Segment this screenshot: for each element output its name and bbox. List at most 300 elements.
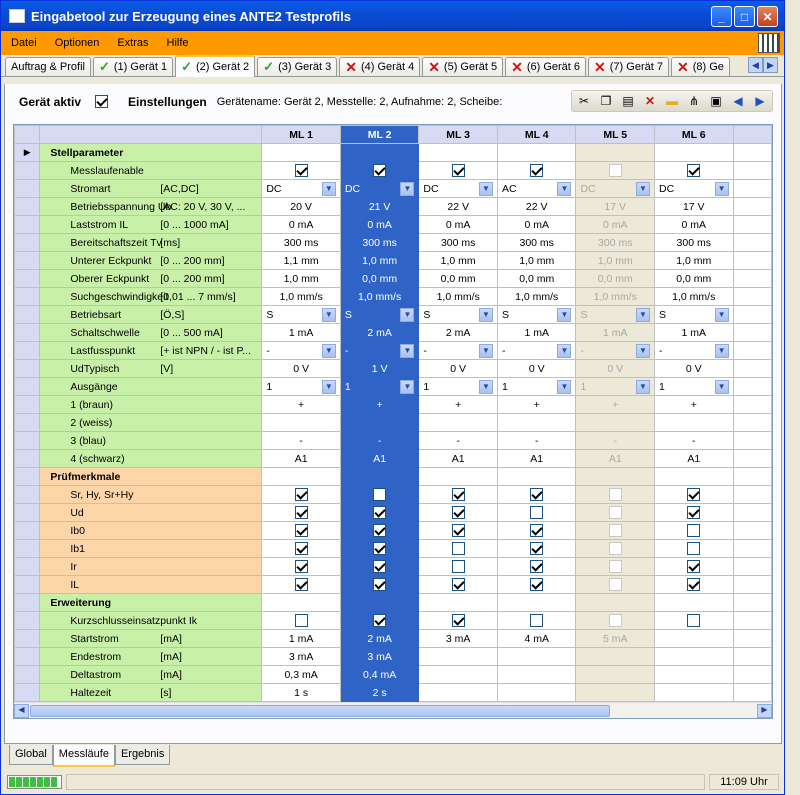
value-cell-ml6[interactable]: 0 V bbox=[655, 360, 734, 378]
checkbox[interactable] bbox=[295, 164, 308, 177]
chevron-down-icon[interactable]: ▼ bbox=[636, 308, 650, 322]
value-cell-ml5[interactable]: 0,0 mm bbox=[576, 270, 655, 288]
chevron-down-icon[interactable]: ▼ bbox=[322, 308, 336, 322]
checkbox[interactable] bbox=[373, 614, 386, 627]
value-cell-ml4[interactable]: 4 mA bbox=[497, 630, 576, 648]
value-cell-ml4[interactable]: 0 V bbox=[497, 360, 576, 378]
column-header-ml1[interactable]: ML 1 bbox=[262, 126, 341, 144]
value-cell-ml4[interactable] bbox=[497, 648, 576, 666]
value-cell-ml1[interactable]: 1 s bbox=[262, 684, 341, 702]
chevron-down-icon[interactable]: ▼ bbox=[400, 308, 414, 322]
value-cell-ml5[interactable] bbox=[576, 540, 655, 558]
checkbox[interactable] bbox=[373, 488, 386, 501]
folder-icon[interactable]: ▬ bbox=[666, 94, 678, 108]
chevron-down-icon[interactable]: ▼ bbox=[400, 344, 414, 358]
value-cell-ml4[interactable] bbox=[497, 666, 576, 684]
value-cell-ml1[interactable] bbox=[262, 522, 341, 540]
tab-scroll-right-icon[interactable]: ▶ bbox=[763, 57, 778, 73]
row-header[interactable] bbox=[15, 396, 40, 414]
tab-geraet-4[interactable] bbox=[339, 57, 420, 76]
checkbox[interactable] bbox=[530, 164, 543, 177]
value-cell-ml2[interactable]: 2 s bbox=[340, 684, 419, 702]
column-header-ml6[interactable]: ML 6 bbox=[655, 126, 734, 144]
checkbox[interactable] bbox=[452, 560, 465, 573]
chevron-down-icon[interactable]: ▼ bbox=[479, 344, 493, 358]
value-cell-ml6[interactable] bbox=[655, 648, 734, 666]
value-cell-ml6[interactable]: 17 V bbox=[655, 198, 734, 216]
value-cell-ml6[interactable] bbox=[655, 612, 734, 630]
checkbox[interactable] bbox=[687, 578, 700, 591]
value-cell-ml5[interactable] bbox=[576, 306, 655, 324]
checkbox[interactable] bbox=[609, 524, 622, 537]
value-cell-ml2[interactable]: + bbox=[340, 396, 419, 414]
value-cell-ml2[interactable]: 300 ms bbox=[340, 234, 419, 252]
value-cell-ml3[interactable]: - bbox=[419, 432, 498, 450]
value-cell-ml5[interactable] bbox=[576, 486, 655, 504]
maximize-button[interactable]: □ bbox=[734, 6, 755, 27]
row-header[interactable] bbox=[15, 414, 40, 432]
value-cell-ml4[interactable] bbox=[497, 342, 576, 360]
value-cell-ml3[interactable] bbox=[419, 180, 498, 198]
checkbox[interactable] bbox=[609, 542, 622, 555]
value-cell-ml2[interactable]: 2 mA bbox=[340, 324, 419, 342]
value-cell-ml1[interactable] bbox=[262, 414, 341, 432]
value-cell-ml4[interactable]: A1 bbox=[497, 450, 576, 468]
value-cell-ml6[interactable] bbox=[655, 306, 734, 324]
value-cell-ml3[interactable] bbox=[419, 648, 498, 666]
value-cell-ml6[interactable] bbox=[655, 522, 734, 540]
checkbox[interactable] bbox=[295, 542, 308, 555]
value-cell-ml6[interactable] bbox=[655, 414, 734, 432]
value-cell-ml5[interactable] bbox=[576, 648, 655, 666]
value-cell-ml2[interactable]: 0,4 mA bbox=[340, 666, 419, 684]
value-cell-ml2[interactable] bbox=[340, 504, 419, 522]
column-header-ml5[interactable]: ML 5 bbox=[576, 126, 655, 144]
value-cell-ml3[interactable]: 2 mA bbox=[419, 324, 498, 342]
value-cell-ml5[interactable] bbox=[576, 180, 655, 198]
tab-ergebnis[interactable]: Ergebnis bbox=[115, 745, 170, 765]
checkbox[interactable] bbox=[687, 614, 700, 627]
value-cell-ml4[interactable]: 1 mA bbox=[497, 324, 576, 342]
value-cell-ml4[interactable]: 0,0 mm bbox=[497, 270, 576, 288]
value-cell-ml6[interactable]: 1,0 mm bbox=[655, 252, 734, 270]
value-cell-ml2[interactable]: 1,0 mm/s bbox=[340, 288, 419, 306]
row-header[interactable] bbox=[15, 648, 40, 666]
value-cell-ml3[interactable] bbox=[419, 342, 498, 360]
row-header[interactable] bbox=[15, 594, 40, 612]
row-header[interactable] bbox=[15, 288, 40, 306]
value-cell-ml4[interactable] bbox=[497, 576, 576, 594]
value-cell-ml1[interactable]: 0,3 mA bbox=[262, 666, 341, 684]
chevron-down-icon[interactable]: ▼ bbox=[479, 182, 493, 196]
checkbox[interactable] bbox=[295, 578, 308, 591]
value-cell-ml3[interactable] bbox=[419, 576, 498, 594]
minimize-button[interactable]: _ bbox=[711, 6, 732, 27]
column-header-ml4[interactable]: ML 4 bbox=[497, 126, 576, 144]
value-cell-ml1[interactable] bbox=[262, 306, 341, 324]
value-cell-ml1[interactable] bbox=[262, 576, 341, 594]
value-cell-ml6[interactable] bbox=[655, 540, 734, 558]
row-header[interactable] bbox=[15, 216, 40, 234]
row-header[interactable] bbox=[15, 198, 40, 216]
tree-icon[interactable]: ⋔ bbox=[688, 94, 700, 108]
checkbox[interactable] bbox=[373, 578, 386, 591]
value-cell-ml5[interactable]: 0 mA bbox=[576, 216, 655, 234]
tab-scroll-left-icon[interactable]: ◀ bbox=[748, 57, 763, 73]
value-cell-ml1[interactable] bbox=[262, 342, 341, 360]
checkbox[interactable] bbox=[530, 488, 543, 501]
value-cell-ml2[interactable]: 3 mA bbox=[340, 648, 419, 666]
value-cell-ml5[interactable]: - bbox=[576, 432, 655, 450]
value-cell-ml1[interactable]: 3 mA bbox=[262, 648, 341, 666]
value-cell-ml2[interactable] bbox=[340, 342, 419, 360]
checkbox[interactable] bbox=[530, 506, 543, 519]
checkbox[interactable] bbox=[373, 164, 386, 177]
value-cell-ml5[interactable]: 300 ms bbox=[576, 234, 655, 252]
checkbox[interactable] bbox=[530, 614, 543, 627]
paste-icon[interactable]: ▤ bbox=[622, 94, 634, 108]
row-header[interactable] bbox=[15, 306, 40, 324]
value-cell-ml6[interactable]: 1 mA bbox=[655, 324, 734, 342]
value-cell-ml6[interactable] bbox=[655, 486, 734, 504]
value-cell-ml6[interactable] bbox=[655, 684, 734, 702]
tab-geraet-8[interactable] bbox=[671, 57, 730, 76]
row-header[interactable]: ▶ bbox=[15, 144, 40, 162]
value-cell-ml3[interactable]: 0,0 mm bbox=[419, 270, 498, 288]
value-cell-ml3[interactable]: 3 mA bbox=[419, 630, 498, 648]
value-cell-ml1[interactable] bbox=[262, 180, 341, 198]
row-header[interactable] bbox=[15, 504, 40, 522]
checkbox[interactable] bbox=[609, 506, 622, 519]
value-cell-ml1[interactable] bbox=[262, 540, 341, 558]
value-cell-ml6[interactable] bbox=[655, 666, 734, 684]
checkbox[interactable] bbox=[687, 560, 700, 573]
row-header[interactable] bbox=[15, 450, 40, 468]
value-cell-ml2[interactable] bbox=[340, 378, 419, 396]
value-cell-ml3[interactable] bbox=[419, 684, 498, 702]
checkbox[interactable] bbox=[295, 560, 308, 573]
value-cell-ml1[interactable] bbox=[262, 162, 341, 180]
value-cell-ml1[interactable]: 1,1 mm bbox=[262, 252, 341, 270]
row-header[interactable] bbox=[15, 522, 40, 540]
value-cell-ml6[interactable] bbox=[655, 558, 734, 576]
tab-geraet-3[interactable] bbox=[257, 57, 337, 76]
value-cell-ml1[interactable]: 1 mA bbox=[262, 324, 341, 342]
value-cell-ml2[interactable]: A1 bbox=[340, 450, 419, 468]
chevron-down-icon[interactable]: ▼ bbox=[636, 380, 650, 394]
chevron-down-icon[interactable]: ▼ bbox=[557, 182, 571, 196]
value-cell-ml4[interactable]: 0 mA bbox=[497, 216, 576, 234]
value-cell-ml5[interactable] bbox=[576, 504, 655, 522]
horizontal-scrollbar[interactable] bbox=[14, 702, 772, 718]
checkbox[interactable] bbox=[452, 614, 465, 627]
value-cell-ml5[interactable]: + bbox=[576, 396, 655, 414]
row-header[interactable] bbox=[15, 612, 40, 630]
value-cell-ml6[interactable] bbox=[655, 342, 734, 360]
value-cell-ml4[interactable] bbox=[497, 180, 576, 198]
value-cell-ml1[interactable]: + bbox=[262, 396, 341, 414]
menu-optionen[interactable]: Optionen bbox=[54, 37, 100, 49]
value-cell-ml1[interactable]: 300 ms bbox=[262, 234, 341, 252]
value-cell-ml5[interactable] bbox=[576, 522, 655, 540]
checkbox[interactable] bbox=[609, 578, 622, 591]
tab-geraet-2[interactable] bbox=[175, 55, 255, 77]
value-cell-ml2[interactable] bbox=[340, 612, 419, 630]
checkbox[interactable] bbox=[687, 506, 700, 519]
chevron-down-icon[interactable]: ▼ bbox=[557, 344, 571, 358]
paste-special-icon[interactable]: ▣ bbox=[710, 94, 722, 108]
tab-auftrag-profil[interactable] bbox=[5, 57, 91, 76]
chevron-down-icon[interactable]: ▼ bbox=[715, 344, 729, 358]
value-cell-ml5[interactable] bbox=[576, 576, 655, 594]
value-cell-ml6[interactable]: + bbox=[655, 396, 734, 414]
menu-datei[interactable]: Datei bbox=[11, 37, 37, 49]
value-cell-ml1[interactable]: 1,0 mm/s bbox=[262, 288, 341, 306]
tab-geraet-7[interactable] bbox=[588, 57, 669, 76]
tab-global[interactable]: Global bbox=[9, 745, 53, 765]
value-cell-ml6[interactable] bbox=[655, 504, 734, 522]
value-cell-ml5[interactable] bbox=[576, 612, 655, 630]
value-cell-ml1[interactable]: 0 V bbox=[262, 360, 341, 378]
value-cell-ml3[interactable] bbox=[419, 486, 498, 504]
value-cell-ml4[interactable] bbox=[497, 306, 576, 324]
value-cell-ml2[interactable] bbox=[340, 162, 419, 180]
checkbox[interactable] bbox=[295, 524, 308, 537]
value-cell-ml2[interactable] bbox=[340, 576, 419, 594]
value-cell-ml4[interactable] bbox=[497, 504, 576, 522]
value-cell-ml6[interactable] bbox=[655, 162, 734, 180]
value-cell-ml3[interactable] bbox=[419, 558, 498, 576]
value-cell-ml4[interactable]: - bbox=[497, 432, 576, 450]
scroll-right-icon[interactable]: ▶ bbox=[757, 704, 772, 718]
value-cell-ml5[interactable]: 1,0 mm bbox=[576, 252, 655, 270]
chevron-down-icon[interactable]: ▼ bbox=[557, 308, 571, 322]
value-cell-ml2[interactable] bbox=[340, 486, 419, 504]
value-cell-ml3[interactable]: 22 V bbox=[419, 198, 498, 216]
value-cell-ml2[interactable]: 1,0 mm bbox=[340, 252, 419, 270]
chevron-down-icon[interactable]: ▼ bbox=[479, 380, 493, 394]
value-cell-ml5[interactable]: 1 mA bbox=[576, 324, 655, 342]
value-cell-ml4[interactable] bbox=[497, 612, 576, 630]
row-header[interactable] bbox=[15, 630, 40, 648]
value-cell-ml3[interactable]: 0 mA bbox=[419, 216, 498, 234]
value-cell-ml6[interactable]: - bbox=[655, 432, 734, 450]
checkbox[interactable] bbox=[452, 578, 465, 591]
value-cell-ml2[interactable] bbox=[340, 306, 419, 324]
value-cell-ml4[interactable] bbox=[497, 684, 576, 702]
value-cell-ml6[interactable] bbox=[655, 378, 734, 396]
value-cell-ml3[interactable]: + bbox=[419, 396, 498, 414]
value-cell-ml3[interactable]: 1,0 mm/s bbox=[419, 288, 498, 306]
value-cell-ml4[interactable] bbox=[497, 522, 576, 540]
value-cell-ml2[interactable] bbox=[340, 180, 419, 198]
value-cell-ml2[interactable] bbox=[340, 414, 419, 432]
chevron-down-icon[interactable]: ▼ bbox=[715, 308, 729, 322]
cut-icon[interactable]: ✂ bbox=[578, 94, 590, 108]
value-cell-ml6[interactable]: 0,0 mm bbox=[655, 270, 734, 288]
checkbox[interactable] bbox=[295, 488, 308, 501]
value-cell-ml1[interactable]: 0 mA bbox=[262, 216, 341, 234]
checkbox[interactable] bbox=[530, 578, 543, 591]
value-cell-ml4[interactable] bbox=[497, 540, 576, 558]
value-cell-ml3[interactable] bbox=[419, 306, 498, 324]
checkbox[interactable] bbox=[452, 506, 465, 519]
device-active-checkbox[interactable] bbox=[95, 95, 108, 108]
value-cell-ml4[interactable] bbox=[497, 558, 576, 576]
value-cell-ml3[interactable] bbox=[419, 612, 498, 630]
chevron-down-icon[interactable]: ▼ bbox=[715, 380, 729, 394]
value-cell-ml2[interactable]: 0 mA bbox=[340, 216, 419, 234]
value-cell-ml1[interactable]: 1 mA bbox=[262, 630, 341, 648]
scroll-left-icon[interactable]: ◀ bbox=[14, 704, 29, 718]
chevron-down-icon[interactable]: ▼ bbox=[400, 380, 414, 394]
value-cell-ml5[interactable] bbox=[576, 378, 655, 396]
value-cell-ml3[interactable] bbox=[419, 504, 498, 522]
value-cell-ml6[interactable]: 1,0 mm/s bbox=[655, 288, 734, 306]
chevron-down-icon[interactable]: ▼ bbox=[636, 182, 650, 196]
chevron-down-icon[interactable]: ▼ bbox=[322, 182, 336, 196]
checkbox[interactable] bbox=[452, 542, 465, 555]
row-header[interactable] bbox=[15, 252, 40, 270]
value-cell-ml2[interactable] bbox=[340, 540, 419, 558]
value-cell-ml3[interactable] bbox=[419, 540, 498, 558]
checkbox[interactable] bbox=[687, 488, 700, 501]
row-header[interactable] bbox=[15, 360, 40, 378]
value-cell-ml5[interactable] bbox=[576, 342, 655, 360]
value-cell-ml4[interactable] bbox=[497, 162, 576, 180]
chevron-down-icon[interactable]: ▼ bbox=[322, 344, 336, 358]
value-cell-ml2[interactable]: 0,0 mm bbox=[340, 270, 419, 288]
checkbox[interactable] bbox=[373, 524, 386, 537]
column-header-ml3[interactable]: ML 3 bbox=[419, 126, 498, 144]
value-cell-ml6[interactable] bbox=[655, 576, 734, 594]
checkbox[interactable] bbox=[530, 542, 543, 555]
chevron-down-icon[interactable]: ▼ bbox=[557, 380, 571, 394]
value-cell-ml4[interactable] bbox=[497, 414, 576, 432]
checkbox[interactable] bbox=[609, 614, 622, 627]
menu-extras[interactable]: Extras bbox=[117, 37, 149, 49]
row-header[interactable] bbox=[15, 234, 40, 252]
checkbox[interactable] bbox=[452, 164, 465, 177]
checkbox[interactable] bbox=[530, 524, 543, 537]
value-cell-ml5[interactable] bbox=[576, 558, 655, 576]
arrow-right-icon[interactable]: ▶ bbox=[755, 94, 765, 108]
checkbox[interactable] bbox=[452, 524, 465, 537]
checkbox[interactable] bbox=[295, 506, 308, 519]
value-cell-ml6[interactable] bbox=[655, 630, 734, 648]
scrollbar-thumb[interactable] bbox=[30, 705, 610, 717]
row-header[interactable] bbox=[15, 468, 40, 486]
value-cell-ml3[interactable] bbox=[419, 522, 498, 540]
checkbox[interactable] bbox=[609, 560, 622, 573]
checkbox[interactable] bbox=[530, 560, 543, 573]
value-cell-ml3[interactable] bbox=[419, 162, 498, 180]
row-header[interactable] bbox=[15, 576, 40, 594]
value-cell-ml3[interactable]: 1,0 mm bbox=[419, 252, 498, 270]
value-cell-ml4[interactable]: 1,0 mm bbox=[497, 252, 576, 270]
checkbox[interactable] bbox=[452, 488, 465, 501]
value-cell-ml2[interactable]: 1 V bbox=[340, 360, 419, 378]
value-cell-ml2[interactable] bbox=[340, 558, 419, 576]
checkbox[interactable] bbox=[295, 614, 308, 627]
row-header[interactable] bbox=[15, 684, 40, 702]
value-cell-ml1[interactable]: A1 bbox=[262, 450, 341, 468]
menu-hilfe[interactable]: Hilfe bbox=[166, 37, 189, 49]
value-cell-ml1[interactable] bbox=[262, 378, 341, 396]
delete-icon[interactable]: ✕ bbox=[644, 94, 656, 108]
checkbox[interactable] bbox=[687, 524, 700, 537]
checkbox[interactable] bbox=[373, 560, 386, 573]
checkbox[interactable] bbox=[373, 542, 386, 555]
row-header[interactable] bbox=[15, 432, 40, 450]
checkbox[interactable] bbox=[609, 164, 622, 177]
row-header[interactable] bbox=[15, 324, 40, 342]
value-cell-ml5[interactable] bbox=[576, 162, 655, 180]
value-cell-ml2[interactable]: 2 mA bbox=[340, 630, 419, 648]
value-cell-ml1[interactable] bbox=[262, 612, 341, 630]
value-cell-ml4[interactable]: 1,0 mm/s bbox=[497, 288, 576, 306]
tab-geraet-1[interactable] bbox=[93, 57, 173, 76]
value-cell-ml2[interactable]: - bbox=[340, 432, 419, 450]
chevron-down-icon[interactable]: ▼ bbox=[715, 182, 729, 196]
checkbox[interactable] bbox=[687, 542, 700, 555]
row-header[interactable] bbox=[15, 378, 40, 396]
value-cell-ml1[interactable] bbox=[262, 504, 341, 522]
value-cell-ml5[interactable] bbox=[576, 666, 655, 684]
value-cell-ml4[interactable]: + bbox=[497, 396, 576, 414]
value-cell-ml3[interactable] bbox=[419, 414, 498, 432]
row-header[interactable] bbox=[15, 540, 40, 558]
value-cell-ml5[interactable]: 5 mA bbox=[576, 630, 655, 648]
chevron-down-icon[interactable]: ▼ bbox=[322, 380, 336, 394]
value-cell-ml5[interactable] bbox=[576, 414, 655, 432]
value-cell-ml2[interactable]: 21 V bbox=[340, 198, 419, 216]
column-header-ml2[interactable]: ML 2 bbox=[340, 126, 419, 144]
row-header[interactable] bbox=[15, 162, 40, 180]
value-cell-ml4[interactable]: 22 V bbox=[497, 198, 576, 216]
chevron-down-icon[interactable]: ▼ bbox=[479, 308, 493, 322]
checkbox[interactable] bbox=[373, 506, 386, 519]
value-cell-ml1[interactable]: 20 V bbox=[262, 198, 341, 216]
value-cell-ml1[interactable]: 1,0 mm bbox=[262, 270, 341, 288]
row-header[interactable] bbox=[15, 486, 40, 504]
value-cell-ml3[interactable]: A1 bbox=[419, 450, 498, 468]
value-cell-ml6[interactable]: 0 mA bbox=[655, 216, 734, 234]
value-cell-ml1[interactable] bbox=[262, 486, 341, 504]
value-cell-ml5[interactable]: 1,0 mm/s bbox=[576, 288, 655, 306]
value-cell-ml4[interactable]: 300 ms bbox=[497, 234, 576, 252]
checkbox[interactable] bbox=[687, 164, 700, 177]
value-cell-ml5[interactable]: A1 bbox=[576, 450, 655, 468]
value-cell-ml5[interactable] bbox=[576, 684, 655, 702]
value-cell-ml6[interactable]: A1 bbox=[655, 450, 734, 468]
checkbox[interactable] bbox=[609, 488, 622, 501]
close-button[interactable]: ✕ bbox=[757, 6, 778, 27]
value-cell-ml1[interactable] bbox=[262, 558, 341, 576]
copy-icon[interactable]: ❐ bbox=[600, 94, 612, 108]
value-cell-ml1[interactable]: - bbox=[262, 432, 341, 450]
row-header[interactable] bbox=[15, 180, 40, 198]
value-cell-ml3[interactable]: 0 V bbox=[419, 360, 498, 378]
value-cell-ml3[interactable] bbox=[419, 378, 498, 396]
value-cell-ml4[interactable] bbox=[497, 378, 576, 396]
value-cell-ml3[interactable]: 300 ms bbox=[419, 234, 498, 252]
row-header[interactable] bbox=[15, 666, 40, 684]
row-header[interactable] bbox=[15, 558, 40, 576]
row-header[interactable] bbox=[15, 270, 40, 288]
value-cell-ml6[interactable]: 300 ms bbox=[655, 234, 734, 252]
value-cell-ml4[interactable] bbox=[497, 486, 576, 504]
